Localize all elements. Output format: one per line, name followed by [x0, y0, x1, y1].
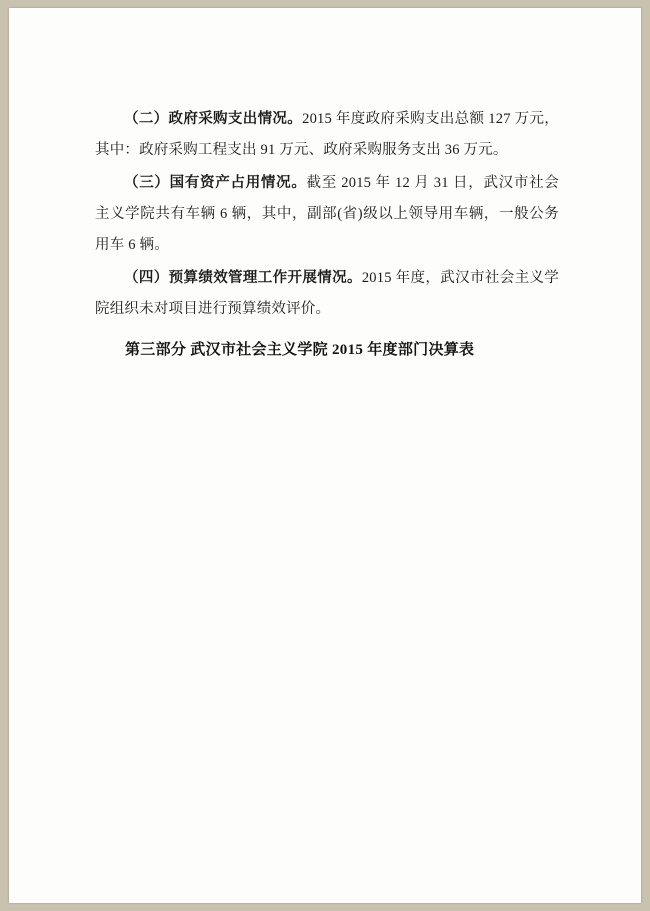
paragraph-budget-performance [95, 263, 559, 325]
section-heading-part-three: 第三部分 武汉市社会主义学院 2015 年度部门决算表 [125, 342, 475, 358]
paragraph-text: 2015 年度，武汉市社会主义学院组织未对项目进行预算绩效评价。 [95, 270, 560, 317]
paragraph-lead: （四）预算绩效管理工作开展情况。 [124, 270, 362, 286]
paragraph-lead: （二）政府采购支出情况。 [124, 111, 303, 127]
document-body [95, 104, 559, 366]
paragraph-text: 截至 2015 年 12 月 31 日，武汉市社会主义学院共有车辆 6 辆，其中，副部(省)级以上领导用车辆，一般公务用车 6 辆。 [95, 175, 559, 253]
paragraph-lead: （三）国有资产占用情况。 [124, 175, 307, 191]
paragraph-text: 2015 年度政府采购支出总额 127 万元，其中：政府采购工程支出 91 万元、政府采购服务支出 36 万元。 [95, 111, 559, 158]
paragraph-state-assets [95, 168, 559, 261]
paragraph-government-procurement [95, 104, 559, 166]
document-page [9, 8, 641, 903]
